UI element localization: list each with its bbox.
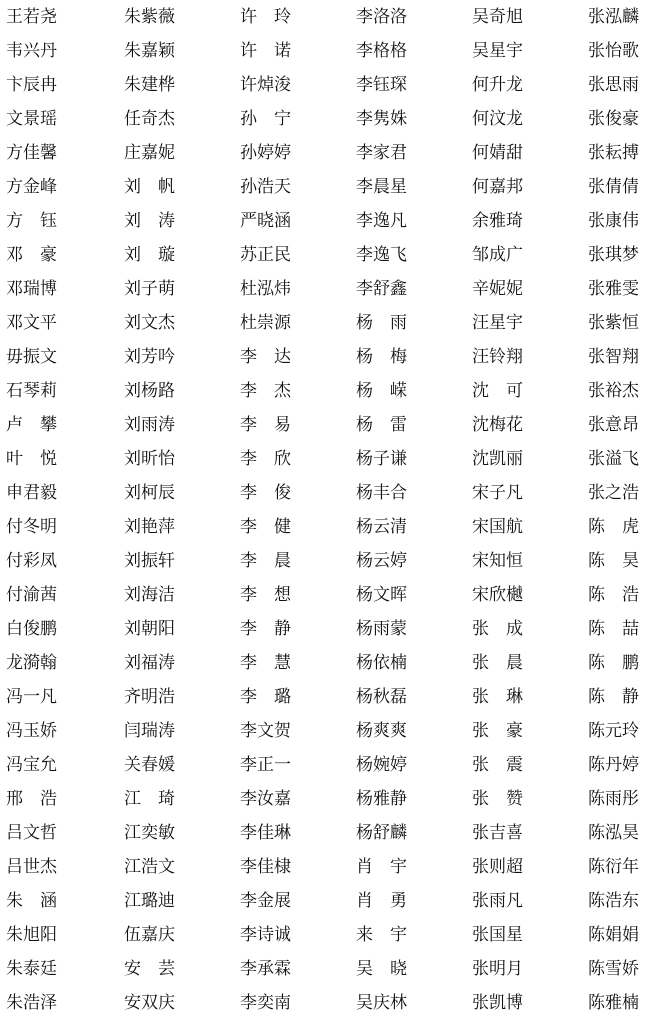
name-entry: 杨云婷 (356, 551, 407, 571)
name-entry: 朱 涵 (6, 891, 57, 911)
name-entry: 刘昕怡 (124, 449, 175, 469)
name-entry: 陈 昊 (588, 551, 639, 571)
name-entry: 刘雨涛 (124, 415, 175, 435)
name-entry: 张国星 (472, 925, 523, 945)
name-entry: 张耘搏 (588, 143, 639, 163)
name-entry: 陈泓昊 (588, 823, 639, 843)
name-entry: 张思雨 (588, 75, 639, 95)
name-entry: 杨丰合 (356, 483, 407, 503)
name-row (0, 102, 645, 136)
name-entry: 陈 虎 (588, 517, 639, 537)
name-row (0, 578, 645, 612)
name-row (0, 544, 645, 578)
name-entry: 任奇杰 (124, 109, 175, 129)
name-row (0, 136, 645, 170)
name-entry: 张俊豪 (588, 109, 639, 129)
name-entry: 江 琦 (124, 789, 175, 809)
name-row (0, 476, 645, 510)
name-entry: 宋欣樾 (472, 585, 523, 605)
name-entry: 张雨凡 (472, 891, 523, 911)
name-entry: 何汶龙 (472, 109, 523, 129)
name-entry: 张倩倩 (588, 177, 639, 197)
name-entry: 刘福涛 (124, 653, 175, 673)
name-entry: 杨子谦 (356, 449, 407, 469)
name-entry: 刘 帆 (124, 177, 175, 197)
name-entry: 李文贺 (240, 721, 291, 741)
name-entry: 吴庆林 (356, 993, 407, 1013)
name-row (0, 714, 645, 748)
name-entry: 陈雅楠 (588, 993, 639, 1013)
name-entry: 张凯博 (472, 993, 523, 1013)
name-row (0, 170, 645, 204)
name-row (0, 340, 645, 374)
name-entry: 李正一 (240, 755, 291, 775)
name-entry: 付彩凤 (6, 551, 57, 571)
name-entry: 闫瑞涛 (124, 721, 175, 741)
name-entry: 汪星宇 (472, 313, 523, 333)
name-row (0, 442, 645, 476)
name-entry: 孙 宁 (240, 109, 291, 129)
name-entry: 张吉喜 (472, 823, 523, 843)
name-entry: 李 杰 (240, 381, 291, 401)
name-entry: 吴奇旭 (472, 7, 523, 27)
name-entry: 杜泓炜 (240, 279, 291, 299)
name-entry: 张雅雯 (588, 279, 639, 299)
name-row (0, 0, 645, 34)
name-entry: 许 玲 (240, 7, 291, 27)
name-entry: 刘文杰 (124, 313, 175, 333)
name-entry: 宋国航 (472, 517, 523, 537)
name-row (0, 34, 645, 68)
name-row (0, 612, 645, 646)
name-row (0, 986, 645, 1020)
name-entry: 申君毅 (6, 483, 57, 503)
name-row (0, 952, 645, 986)
name-entry: 白俊鹏 (6, 619, 57, 639)
name-entry: 杨 雨 (356, 313, 407, 333)
name-row (0, 204, 645, 238)
name-entry: 朱嘉颖 (124, 41, 175, 61)
name-entry: 卢 攀 (6, 415, 57, 435)
name-row (0, 918, 645, 952)
name-entry: 何婧甜 (472, 143, 523, 163)
name-row (0, 374, 645, 408)
name-entry: 朱旭阳 (6, 925, 57, 945)
name-entry: 杨 梅 (356, 347, 407, 367)
name-entry: 杨云清 (356, 517, 407, 537)
name-entry: 陈娟娟 (588, 925, 639, 945)
name-entry: 邢 浩 (6, 789, 57, 809)
name-entry: 安 芸 (124, 959, 175, 979)
name-entry: 陈元玲 (588, 721, 639, 741)
name-entry: 李逸凡 (356, 211, 407, 231)
name-row (0, 816, 645, 850)
name-entry: 苏正民 (240, 245, 291, 265)
name-entry: 齐明浩 (124, 687, 175, 707)
name-entry: 刘柯辰 (124, 483, 175, 503)
name-entry: 关春媛 (124, 755, 175, 775)
name-row (0, 408, 645, 442)
name-entry: 沈梅花 (472, 415, 523, 435)
name-entry: 陈雪娇 (588, 959, 639, 979)
name-entry: 吕文哲 (6, 823, 57, 843)
name-entry: 张智翔 (588, 347, 639, 367)
name-entry: 杨 嵘 (356, 381, 407, 401)
name-entry: 刘芳吟 (124, 347, 175, 367)
name-entry: 吴星宇 (472, 41, 523, 61)
name-entry: 刘杨路 (124, 381, 175, 401)
name-entry: 汪铃翔 (472, 347, 523, 367)
name-entry: 李奕南 (240, 993, 291, 1013)
name-entry: 刘艳萍 (124, 517, 175, 537)
name-entry: 张 成 (472, 619, 523, 639)
name-entry: 张意昂 (588, 415, 639, 435)
name-entry: 来 宇 (356, 925, 407, 945)
name-entry: 韦兴丹 (6, 41, 57, 61)
name-entry: 邓 豪 (6, 245, 57, 265)
name-entry: 张康伟 (588, 211, 639, 231)
name-row (0, 680, 645, 714)
name-entry: 李钰琛 (356, 75, 407, 95)
name-entry: 方金峰 (6, 177, 57, 197)
name-entry: 付冬明 (6, 517, 57, 537)
name-entry: 邓文平 (6, 313, 57, 333)
name-entry: 张 晨 (472, 653, 523, 673)
name-entry: 李洛洛 (356, 7, 407, 27)
name-entry: 张之浩 (588, 483, 639, 503)
name-entry: 宋子凡 (472, 483, 523, 503)
name-entry: 冯一凡 (6, 687, 57, 707)
name-entry: 冯宝允 (6, 755, 57, 775)
name-entry: 何升龙 (472, 75, 523, 95)
name-entry: 王若尧 (6, 7, 57, 27)
name-entry: 刘朝阳 (124, 619, 175, 639)
name-entry: 李佳棣 (240, 857, 291, 877)
name-entry: 陈丹婷 (588, 755, 639, 775)
name-entry: 李 俊 (240, 483, 291, 503)
name-row (0, 306, 645, 340)
name-entry: 张 琳 (472, 687, 523, 707)
name-entry: 邓瑞博 (6, 279, 57, 299)
name-entry: 冯玉娇 (6, 721, 57, 741)
name-entry: 李 慧 (240, 653, 291, 673)
name-entry: 李诗诚 (240, 925, 291, 945)
name-entry: 陈雨彤 (588, 789, 639, 809)
name-entry: 杜崇源 (240, 313, 291, 333)
name-entry: 杨雅静 (356, 789, 407, 809)
name-entry: 陈 喆 (588, 619, 639, 639)
name-entry: 沈凯丽 (472, 449, 523, 469)
name-entry: 龙漪翰 (6, 653, 57, 673)
name-row (0, 238, 645, 272)
name-entry: 石琴莉 (6, 381, 57, 401)
name-entry: 江奕敏 (124, 823, 175, 843)
name-entry: 李 静 (240, 619, 291, 639)
name-entry: 安双庆 (124, 993, 175, 1013)
name-entry: 朱浩泽 (6, 993, 57, 1013)
name-row (0, 884, 645, 918)
name-entry: 吕世杰 (6, 857, 57, 877)
name-entry: 张则超 (472, 857, 523, 877)
name-entry: 沈 可 (472, 381, 523, 401)
name-entry: 李 健 (240, 517, 291, 537)
name-entry: 杨文晖 (356, 585, 407, 605)
name-entry: 方 钰 (6, 211, 57, 231)
name-entry: 孙浩天 (240, 177, 291, 197)
name-entry: 吴 晓 (356, 959, 407, 979)
name-entry: 张溢飞 (588, 449, 639, 469)
name-row (0, 510, 645, 544)
name-entry: 杨婉婷 (356, 755, 407, 775)
name-entry: 刘振轩 (124, 551, 175, 571)
name-entry: 陈浩东 (588, 891, 639, 911)
name-entry: 肖 宇 (356, 857, 407, 877)
name-entry: 张裕杰 (588, 381, 639, 401)
name-entry: 付渝茜 (6, 585, 57, 605)
name-row (0, 68, 645, 102)
name-entry: 张紫恒 (588, 313, 639, 333)
name-entry: 邹成广 (472, 245, 523, 265)
name-entry: 李 想 (240, 585, 291, 605)
name-entry: 何嘉邦 (472, 177, 523, 197)
name-entry: 杨爽爽 (356, 721, 407, 741)
name-entry: 张泓麟 (588, 7, 639, 27)
name-entry: 朱建桦 (124, 75, 175, 95)
name-entry: 张 豪 (472, 721, 523, 741)
name-entry: 李汝嘉 (240, 789, 291, 809)
name-row (0, 646, 645, 680)
name-entry: 杨舒麟 (356, 823, 407, 843)
name-entry: 肖 勇 (356, 891, 407, 911)
name-entry: 严晓涵 (240, 211, 291, 231)
name-entry: 李家君 (356, 143, 407, 163)
name-row (0, 782, 645, 816)
name-entry: 许 诺 (240, 41, 291, 61)
name-entry: 庄嘉妮 (124, 143, 175, 163)
name-entry: 刘 涛 (124, 211, 175, 231)
name-entry: 李逸飞 (356, 245, 407, 265)
name-row (0, 272, 645, 306)
name-entry: 刘子萌 (124, 279, 175, 299)
name-entry: 伍嘉庆 (124, 925, 175, 945)
name-entry: 杨依楠 (356, 653, 407, 673)
name-entry: 文景瑶 (6, 109, 57, 129)
name-entry: 李 晨 (240, 551, 291, 571)
name-entry: 刘海洁 (124, 585, 175, 605)
name-entry: 李佳琳 (240, 823, 291, 843)
name-entry: 余雅琦 (472, 211, 523, 231)
name-entry: 叶 悦 (6, 449, 57, 469)
name-entry: 陈 静 (588, 687, 639, 707)
name-entry: 宋知恒 (472, 551, 523, 571)
name-entry: 张明月 (472, 959, 523, 979)
name-row (0, 850, 645, 884)
name-entry: 辛妮妮 (472, 279, 523, 299)
name-entry: 李隽姝 (356, 109, 407, 129)
name-entry: 卞辰冉 (6, 75, 57, 95)
name-entry: 江璐迪 (124, 891, 175, 911)
name-entry: 朱泰廷 (6, 959, 57, 979)
name-row (0, 748, 645, 782)
name-entry: 张 震 (472, 755, 523, 775)
name-entry: 陈衍年 (588, 857, 639, 877)
name-entry: 刘 璇 (124, 245, 175, 265)
name-entry: 张 赞 (472, 789, 523, 809)
name-entry: 杨雨蒙 (356, 619, 407, 639)
name-entry: 陈 鹏 (588, 653, 639, 673)
name-entry: 张琪梦 (588, 245, 639, 265)
name-entry: 李格格 (356, 41, 407, 61)
name-entry: 许焯浚 (240, 75, 291, 95)
name-entry: 李 璐 (240, 687, 291, 707)
name-entry: 毋振文 (6, 347, 57, 367)
name-entry: 杨 雷 (356, 415, 407, 435)
name-entry: 李晨星 (356, 177, 407, 197)
name-entry: 李金展 (240, 891, 291, 911)
name-entry: 李 达 (240, 347, 291, 367)
name-entry: 张怡歌 (588, 41, 639, 61)
name-entry: 李舒鑫 (356, 279, 407, 299)
name-entry: 江浩文 (124, 857, 175, 877)
name-entry: 朱紫薇 (124, 7, 175, 27)
name-entry: 杨秋磊 (356, 687, 407, 707)
name-entry: 陈 浩 (588, 585, 639, 605)
name-entry: 方佳馨 (6, 143, 57, 163)
name-entry: 李 易 (240, 415, 291, 435)
name-entry: 李 欣 (240, 449, 291, 469)
name-entry: 李承霖 (240, 959, 291, 979)
name-entry: 孙婷婷 (240, 143, 291, 163)
